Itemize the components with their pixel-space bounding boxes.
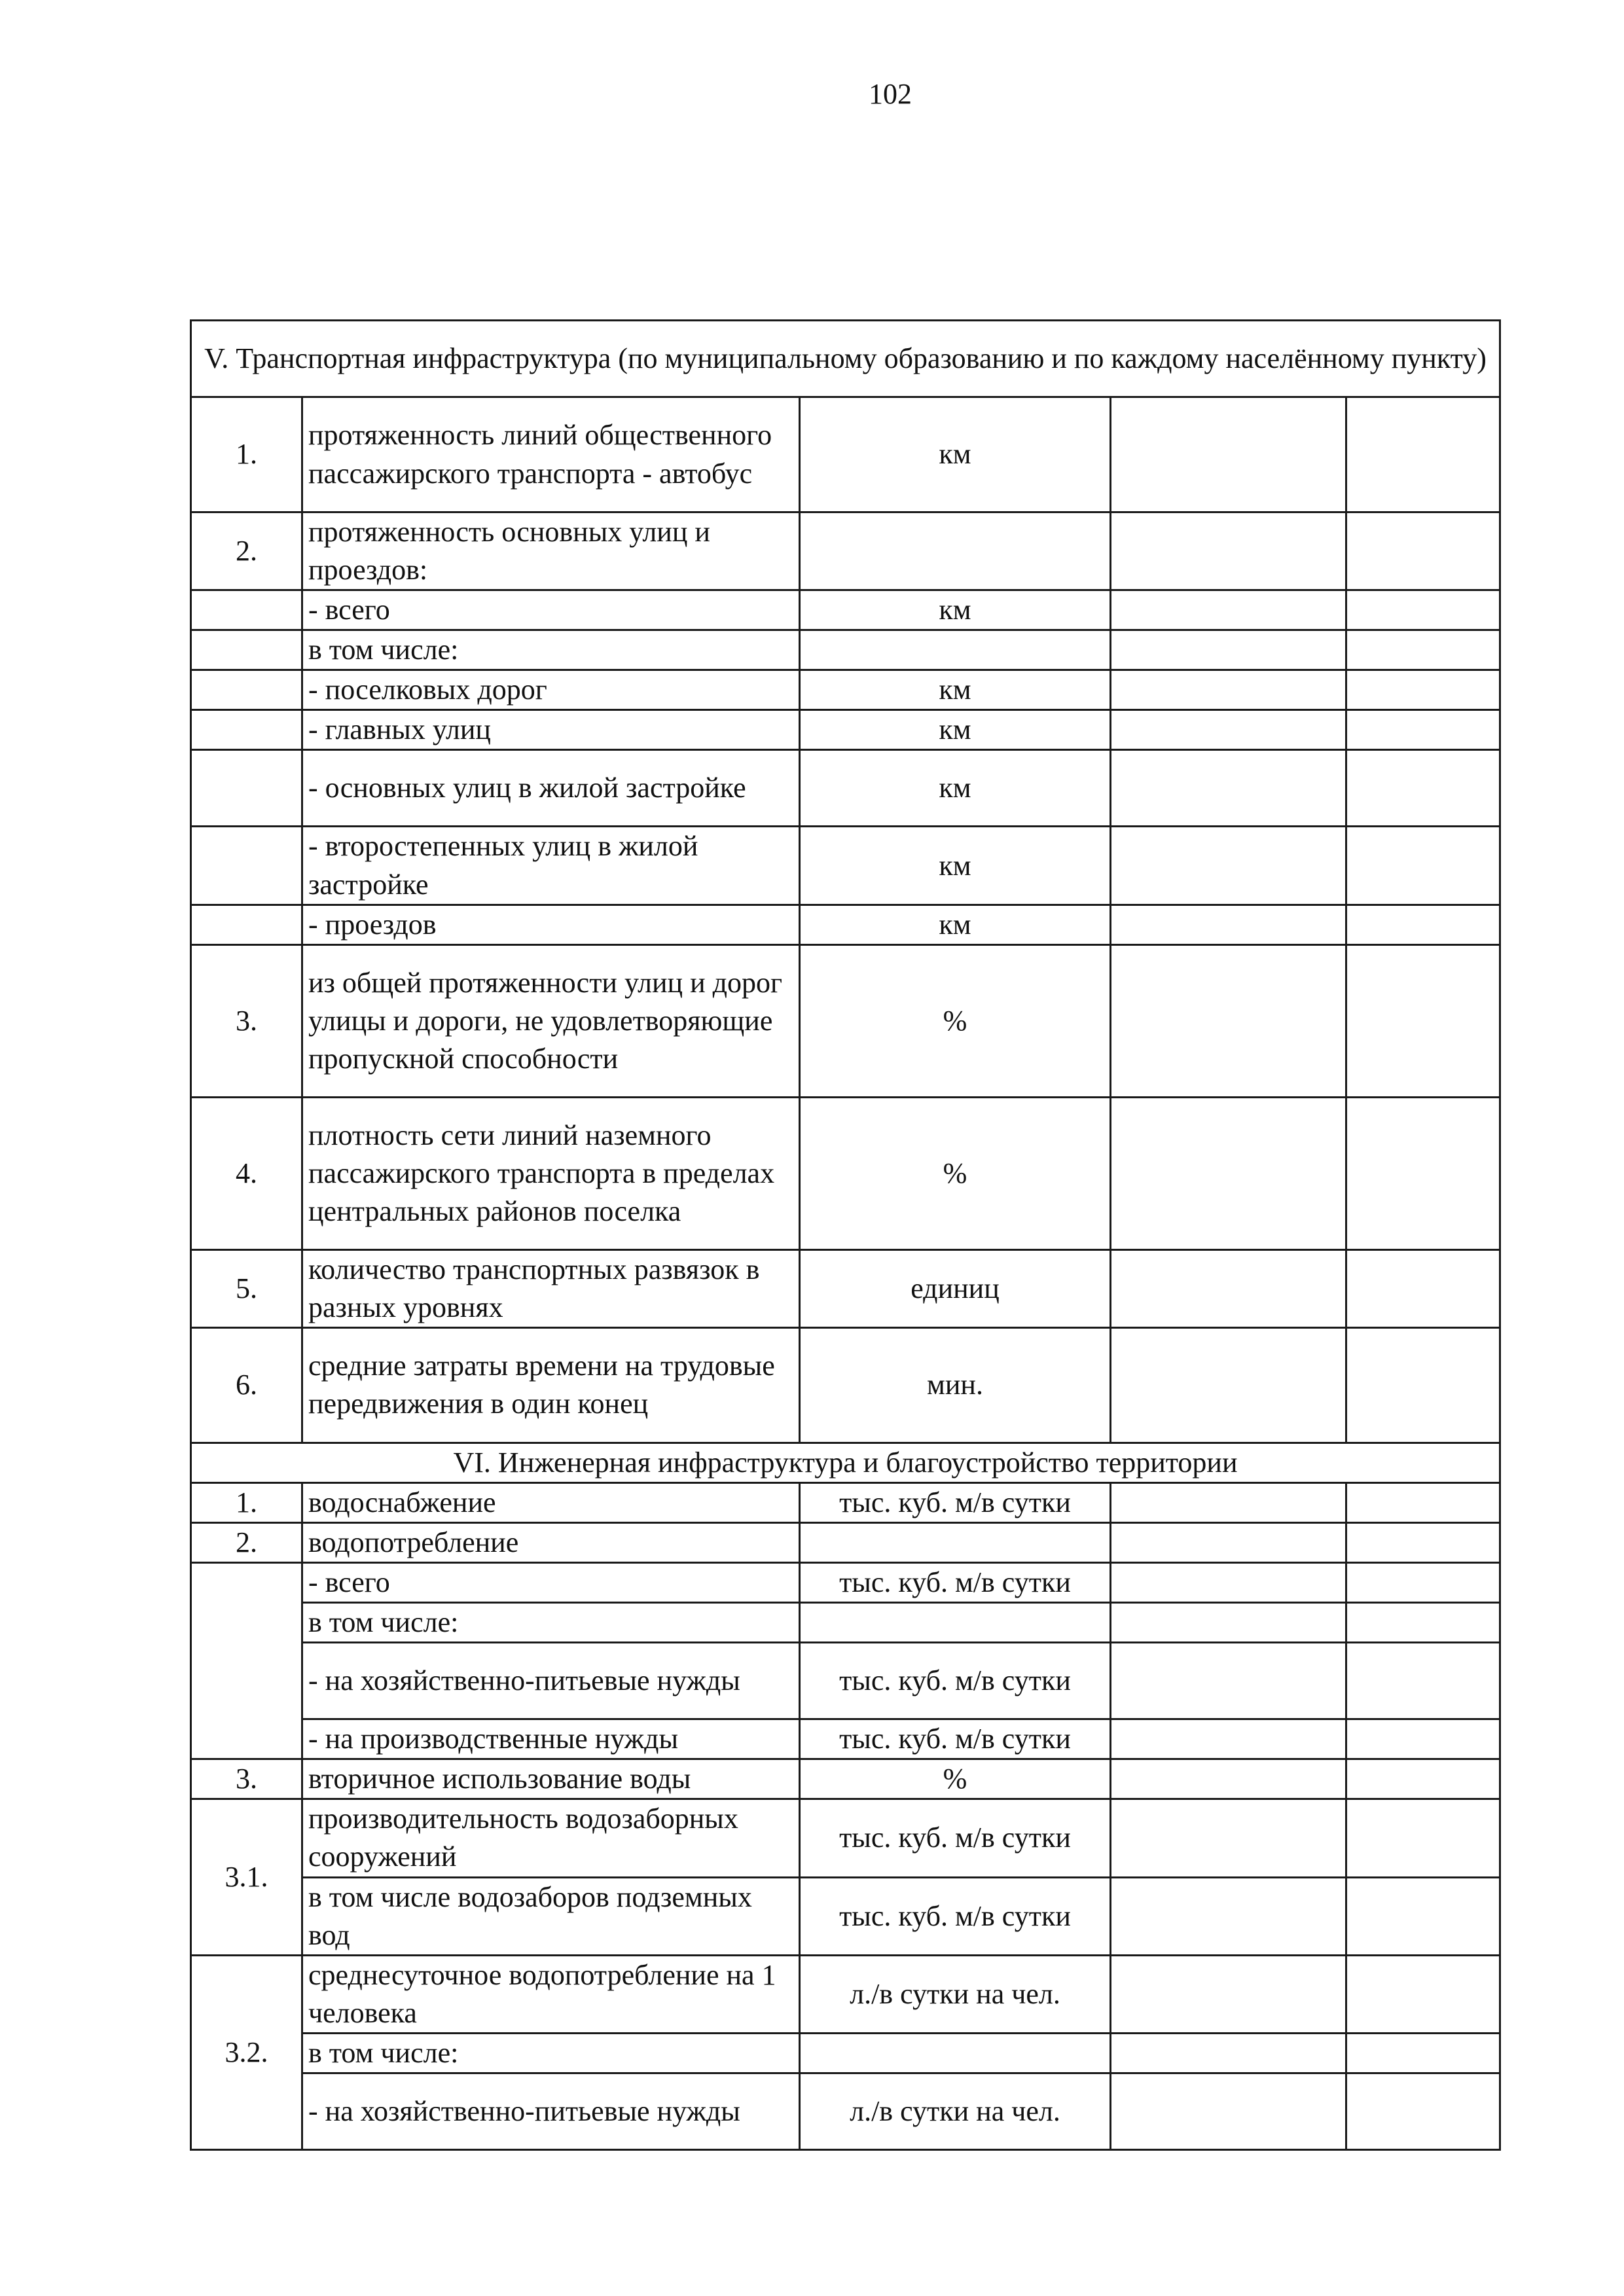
table-row	[191, 630, 1500, 670]
unit-cell: тыс. куб. м/в сутки	[800, 1563, 1111, 1603]
unit-cell: л./в сутки на чел.	[800, 1955, 1111, 2033]
value-cell	[1111, 1955, 1346, 2033]
value-cell	[1346, 1799, 1500, 1877]
unit-cell	[800, 1603, 1111, 1643]
row-number	[191, 750, 302, 827]
row-number: 3.	[191, 944, 302, 1097]
value-cell	[1346, 1327, 1500, 1443]
value-cell	[1346, 2033, 1500, 2073]
unit-cell	[800, 512, 1111, 590]
row-number: 1.	[191, 397, 302, 512]
value-cell	[1111, 1523, 1346, 1563]
value-cell	[1346, 1877, 1500, 1955]
unit-cell: тыс. куб. м/в сутки	[800, 1799, 1111, 1877]
section-header-row	[191, 321, 1500, 397]
indicator-name: протяженность основных улиц и проездов:	[302, 512, 800, 590]
value-cell	[1346, 827, 1500, 905]
value-cell	[1346, 1603, 1500, 1643]
section-header-row	[191, 1443, 1500, 1482]
value-cell	[1346, 1563, 1500, 1603]
table-row	[191, 1097, 1500, 1249]
unit-cell: км	[800, 750, 1111, 827]
table-row	[191, 1719, 1500, 1759]
table-row	[191, 1563, 1500, 1603]
row-number	[191, 590, 302, 630]
value-cell	[1111, 1563, 1346, 1603]
value-cell	[1111, 1097, 1346, 1249]
value-cell	[1346, 1523, 1500, 1563]
value-cell	[1346, 1643, 1500, 1719]
indicator-name: водопотребление	[302, 1523, 800, 1563]
unit-cell	[800, 2033, 1111, 2073]
unit-cell: км	[800, 397, 1111, 512]
unit-cell: %	[800, 1097, 1111, 1249]
indicator-name: средние затраты времени на трудовые передвижения в один конец	[302, 1327, 800, 1443]
table-row	[191, 1799, 1500, 1877]
row-number	[191, 630, 302, 670]
value-cell	[1346, 670, 1500, 710]
table-row	[191, 1955, 1500, 2033]
indicator-name: количество транспортных развязок в разных уровнях	[302, 1249, 800, 1327]
indicator-name: среднесуточное водопотребление на 1 человека	[302, 1955, 800, 2033]
table-row	[191, 670, 1500, 710]
unit-cell: единиц	[800, 1249, 1111, 1327]
row-number: 5.	[191, 1249, 302, 1327]
value-cell	[1111, 1482, 1346, 1522]
value-cell	[1346, 750, 1500, 827]
value-cell	[1111, 827, 1346, 905]
table-row	[191, 905, 1500, 944]
value-cell	[1111, 670, 1346, 710]
table-row	[191, 1327, 1500, 1443]
table-row	[191, 1759, 1500, 1799]
unit-cell: тыс. куб. м/в сутки	[800, 1877, 1111, 1955]
value-cell	[1111, 1327, 1346, 1443]
value-cell	[1346, 397, 1500, 512]
unit-cell: км	[800, 710, 1111, 750]
indicator-name: - проездов	[302, 905, 800, 944]
row-number	[191, 1563, 302, 1759]
value-cell	[1111, 905, 1346, 944]
indicator-name: - поселковых дорог	[302, 670, 800, 710]
indicator-name: - главных улиц	[302, 710, 800, 750]
row-number: 6.	[191, 1327, 302, 1443]
table-row	[191, 1877, 1500, 1955]
row-number: 2.	[191, 512, 302, 590]
row-number: 3.1.	[191, 1799, 302, 1955]
unit-cell	[800, 1523, 1111, 1563]
indicator-name: вторичное использование воды	[302, 1759, 800, 1799]
table-row	[191, 710, 1500, 750]
unit-cell: тыс. куб. м/в сутки	[800, 1719, 1111, 1759]
unit-cell: л./в сутки на чел.	[800, 2073, 1111, 2149]
row-number	[191, 670, 302, 710]
row-number	[191, 710, 302, 750]
indicator-name: - основных улиц в жилой застройке	[302, 750, 800, 827]
indicator-name: в том числе:	[302, 2033, 800, 2073]
row-number: 3.2.	[191, 1955, 302, 2149]
value-cell	[1346, 1097, 1500, 1249]
table-row	[191, 1249, 1500, 1327]
table-row	[191, 2073, 1500, 2149]
value-cell	[1346, 590, 1500, 630]
indicator-name: из общей протяженности улиц и дорог улицы и дороги, не удовлетворяющие пропускной способности	[302, 944, 800, 1097]
value-cell	[1111, 1759, 1346, 1799]
value-cell	[1111, 1719, 1346, 1759]
unit-cell: км	[800, 590, 1111, 630]
row-number: 3.	[191, 1759, 302, 1799]
indicator-name: в том числе:	[302, 1603, 800, 1643]
value-cell	[1111, 1249, 1346, 1327]
unit-cell	[800, 630, 1111, 670]
unit-cell: %	[800, 944, 1111, 1097]
indicator-name: - второстепенных улиц в жилой застройке	[302, 827, 800, 905]
value-cell	[1346, 1719, 1500, 1759]
value-cell	[1111, 1643, 1346, 1719]
table-row	[191, 1482, 1500, 1522]
value-cell	[1111, 2033, 1346, 2073]
value-cell	[1111, 590, 1346, 630]
value-cell	[1346, 1482, 1500, 1522]
value-cell	[1346, 1759, 1500, 1799]
table-row	[191, 827, 1500, 905]
table-row	[191, 2033, 1500, 2073]
table-row	[191, 944, 1500, 1097]
value-cell	[1111, 2073, 1346, 2149]
section-title: V. Транспортная инфраструктура (по муниципальному образованию и по каждому населённому пункту)	[191, 321, 1500, 397]
value-cell	[1346, 512, 1500, 590]
indicator-name: производительность водозаборных сооружений	[302, 1799, 800, 1877]
indicator-name: в том числе водозаборов подземных вод	[302, 1877, 800, 1955]
table-row	[191, 1603, 1500, 1643]
value-cell	[1111, 397, 1346, 512]
value-cell	[1111, 1799, 1346, 1877]
value-cell	[1111, 512, 1346, 590]
indicator-name: протяженность линий общественного пассажирского транспорта - автобус	[302, 397, 800, 512]
value-cell	[1111, 630, 1346, 670]
table-row	[191, 1523, 1500, 1563]
value-cell	[1346, 630, 1500, 670]
indicators-table	[190, 319, 1501, 2151]
unit-cell: %	[800, 1759, 1111, 1799]
indicator-name: - на производственные нужды	[302, 1719, 800, 1759]
value-cell	[1346, 710, 1500, 750]
row-number	[191, 905, 302, 944]
unit-cell: км	[800, 827, 1111, 905]
value-cell	[1111, 1603, 1346, 1643]
indicator-name: - всего	[302, 590, 800, 630]
value-cell	[1111, 944, 1346, 1097]
unit-cell: тыс. куб. м/в сутки	[800, 1643, 1111, 1719]
table-row	[191, 1643, 1500, 1719]
page-number: 102	[869, 78, 912, 110]
indicator-name: в том числе:	[302, 630, 800, 670]
section-title: VI. Инженерная инфраструктура и благоустройство территории	[191, 1443, 1500, 1482]
value-cell	[1346, 944, 1500, 1097]
table-row	[191, 512, 1500, 590]
indicator-name: - всего	[302, 1563, 800, 1603]
row-number	[191, 827, 302, 905]
unit-cell: км	[800, 670, 1111, 710]
value-cell	[1346, 2073, 1500, 2149]
unit-cell: км	[800, 905, 1111, 944]
unit-cell: мин.	[800, 1327, 1111, 1443]
value-cell	[1346, 1955, 1500, 2033]
value-cell	[1111, 710, 1346, 750]
indicator-name: - на хозяйственно-питьевые нужды	[302, 1643, 800, 1719]
row-number: 1.	[191, 1482, 302, 1522]
table-row	[191, 590, 1500, 630]
value-cell	[1111, 750, 1346, 827]
value-cell	[1346, 905, 1500, 944]
value-cell	[1111, 1877, 1346, 1955]
table-row	[191, 750, 1500, 827]
unit-cell: тыс. куб. м/в сутки	[800, 1482, 1111, 1522]
value-cell	[1346, 1249, 1500, 1327]
row-number: 2.	[191, 1523, 302, 1563]
indicator-name: водоснабжение	[302, 1482, 800, 1522]
indicator-name: плотность сети линий наземного пассажирского транспорта в пределах центральных районов поселка	[302, 1097, 800, 1249]
table-row	[191, 397, 1500, 512]
indicator-name: - на хозяйственно-питьевые нужды	[302, 2073, 800, 2149]
row-number: 4.	[191, 1097, 302, 1249]
